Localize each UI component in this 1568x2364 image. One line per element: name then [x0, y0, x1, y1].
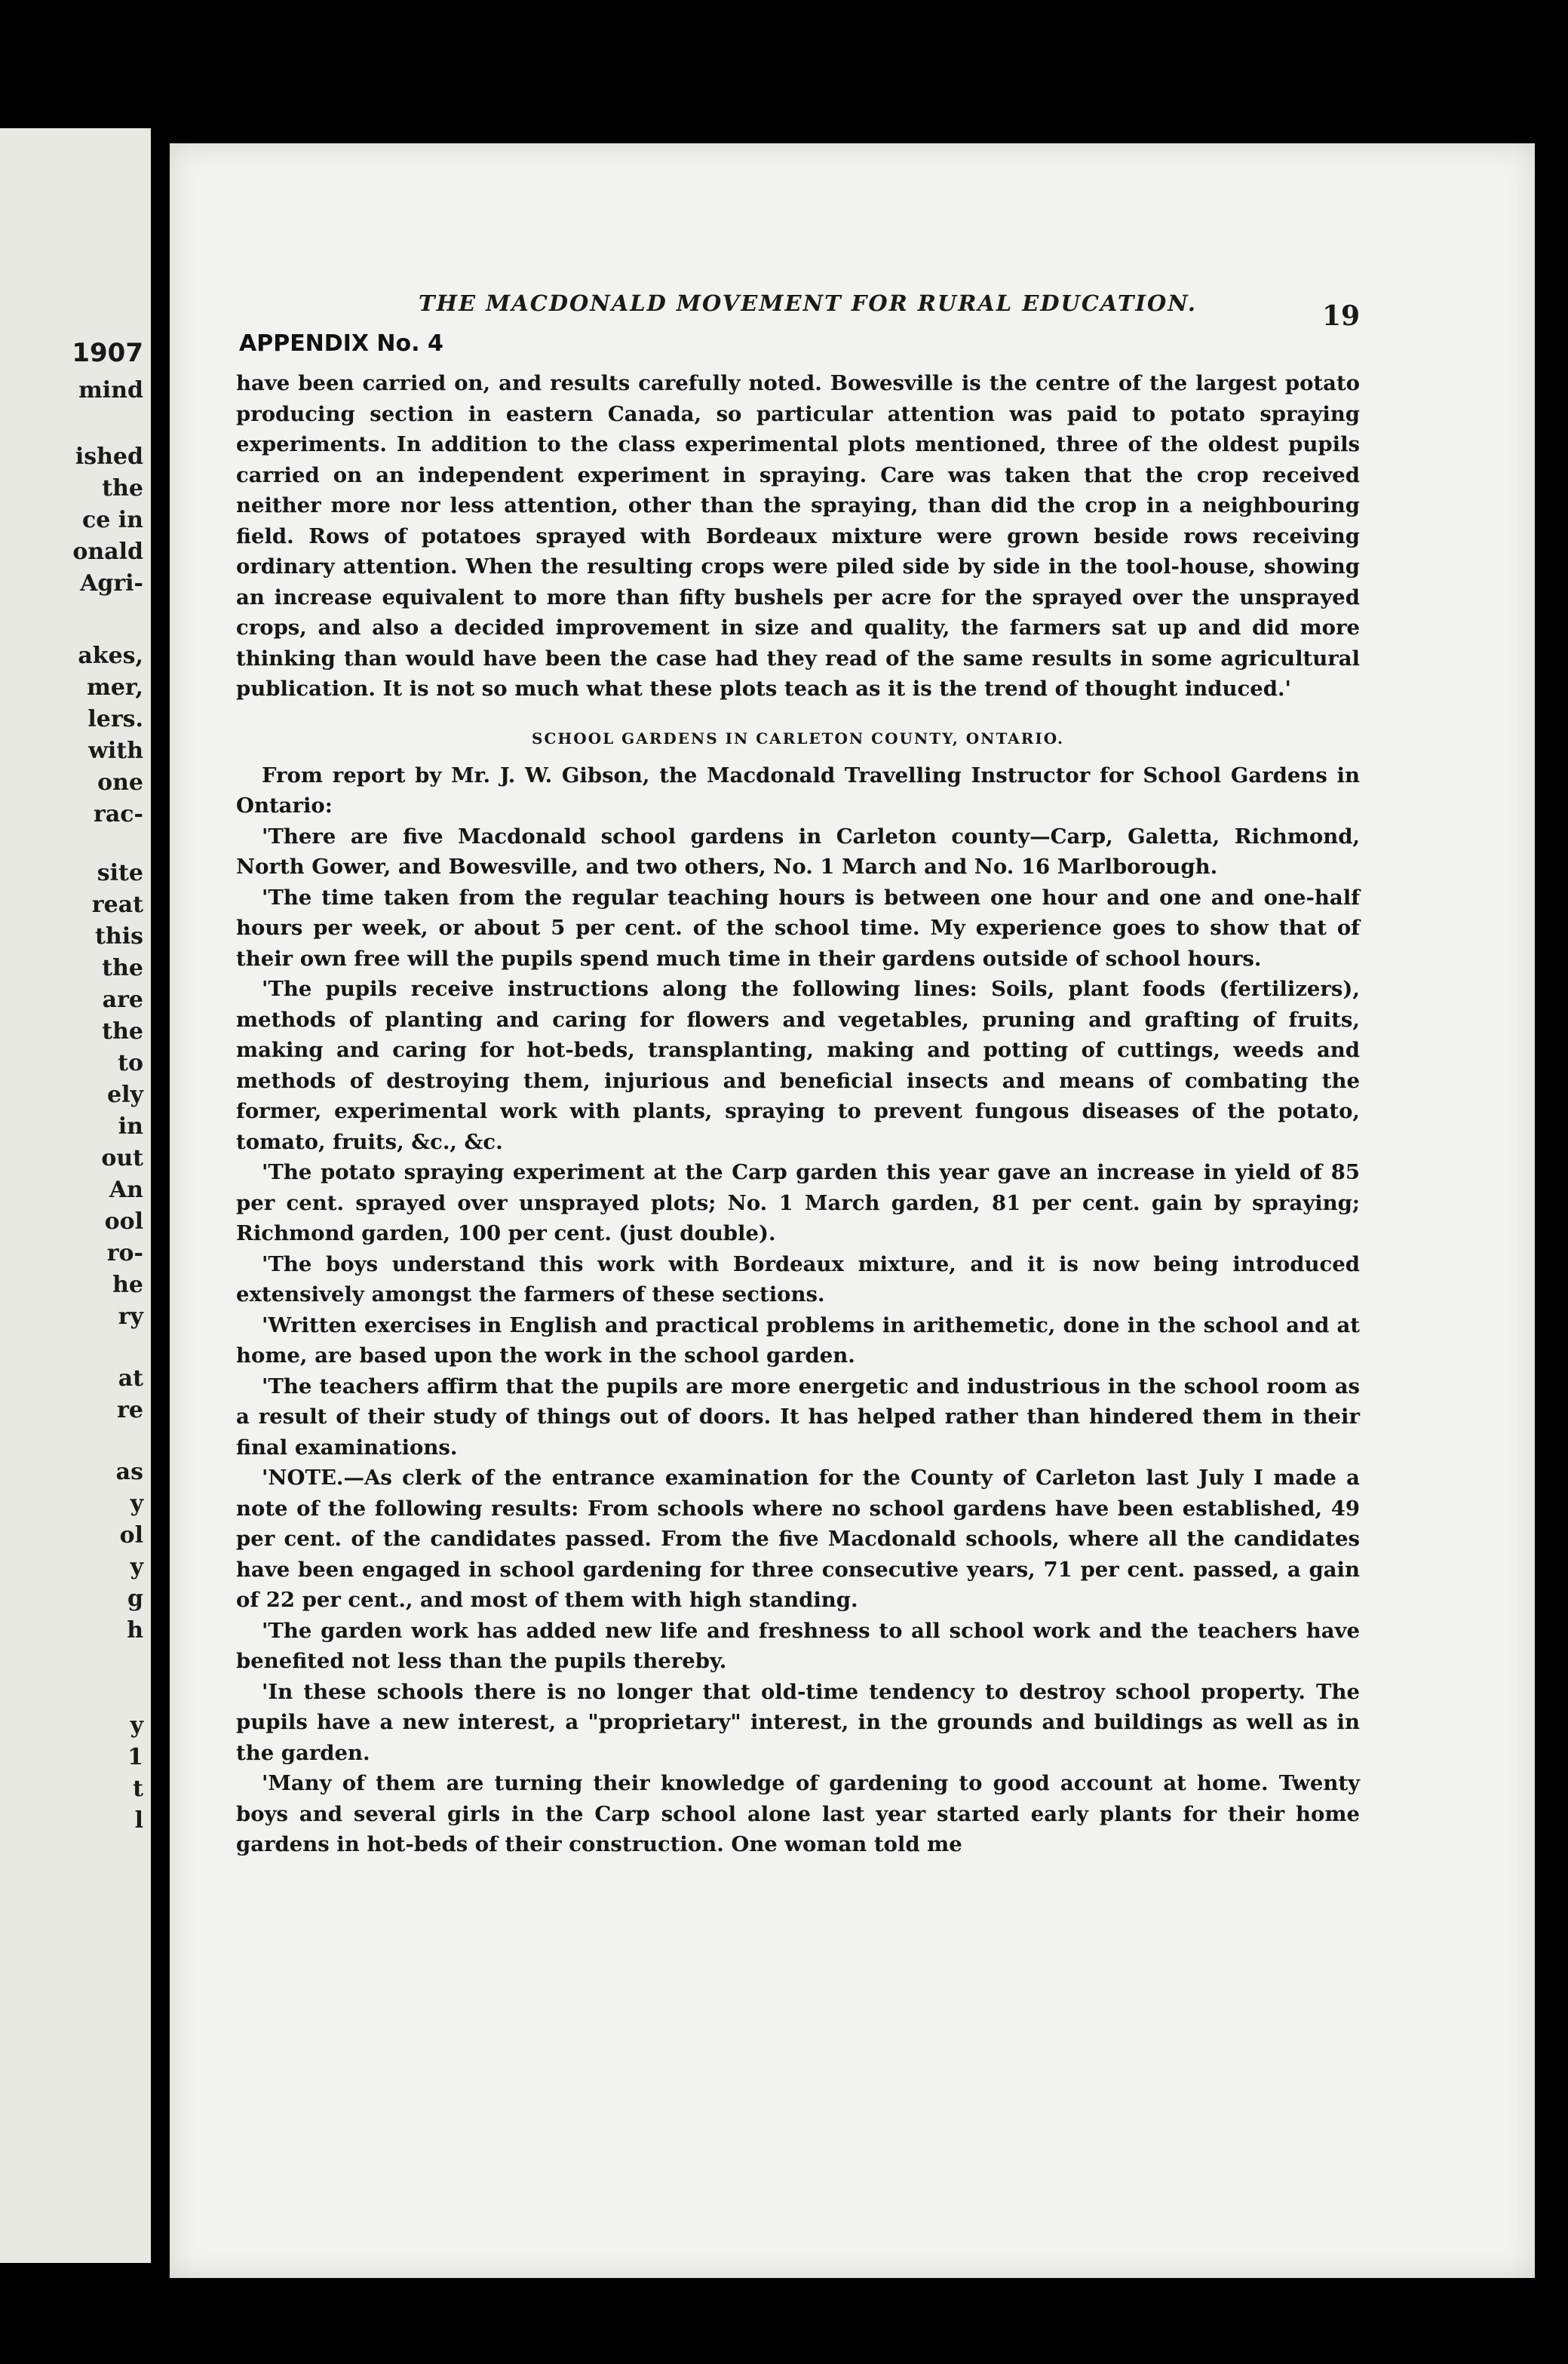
left-page-year: 1907 [72, 338, 143, 368]
paragraph: 'Written exercises in English and practical problems in arithemetic, done in the school and at home, are based upon the work in the school garden. [236, 1312, 1360, 1368]
paragraph: 'There are five Macdonald school gardens in Carleton county—Carp, Galetta, Richmond, North Gower, and Bowesville, and two others, No. 1 March and No. 16 Marlborough. [236, 824, 1360, 879]
paragraph: 'The boys understand this work with Bordeaux mixture, and it is now being introduced extensively amongst the farmers of these sections. [236, 1251, 1360, 1306]
left-fragment: one [97, 769, 143, 796]
left-fragment: t [133, 1776, 143, 1802]
left-fragment: at [118, 1365, 143, 1392]
body-text [236, 368, 1360, 1860]
paragraph: 'In these schools there is no longer that old-time tendency to destroy school property. The pupils have a new interest, a "proprietary" interest, in the grounds and buildings as well as in the garden. [236, 1679, 1360, 1765]
left-fragment: re [117, 1397, 143, 1423]
left-fragment: ol [119, 1522, 143, 1549]
left-fragment: onald [72, 539, 143, 565]
paragraph: 'The garden work has added new life and freshness to all school work and the teachers have benefited not less than the pupils thereby. [236, 1618, 1360, 1673]
left-fragment: are [102, 987, 143, 1013]
left-fragment: mind [78, 377, 143, 404]
left-fragment: he [112, 1272, 143, 1298]
paragraph: 'NOTE.—As clerk of the entrance examination for the County of Carleton last July I made a note of the following results: From schools where no school gardens have been established, 49 per cent. of the candidates passed. From the five Macdonald schools, where all the candidates have been engaged in school gardening for three consecutive years, 71 per cent. passed, a gain of 22 per cent., and most of them with high standing. [236, 1466, 1360, 1612]
left-facing-page [0, 128, 151, 2263]
paragraph: From report by Mr. J. W. Gibson, the Macdonald Travelling Instructor for School Gardens in Ontario: [236, 763, 1360, 818]
left-fragment: l [134, 1807, 143, 1834]
left-fragment: g [127, 1586, 143, 1612]
left-fragment: An [109, 1177, 143, 1203]
left-fragment: the [102, 475, 143, 502]
left-fragment: reat [91, 892, 143, 918]
left-fragment: y [130, 1554, 143, 1580]
left-fragment: this [95, 923, 143, 950]
left-fragment: lers. [87, 706, 143, 732]
paragraph: have been carried on, and results carefully noted. Bowesville is the centre of the largest potato producing section in eastern Canada, so particular attention was paid to potato spraying experiments. In addition to the class experimental plots mentioned, three of the oldest pupils carried on an independent experiment in spraying. Care was taken that the crop received neither more nor less attention, other than the spraying, than did the crop in a neighbouring field. Rows of potatoes sprayed with Bordeaux mixture were grown beside rows receiving ordinary attention. When the resulting crops were piled side by side in the tool-house, showing an increase equivalent to more than fifty bushels per acre for the sprayed over the unsprayed crops, and also a decided improvement in size and quality, the farmers sat up and did more thinking than would have been the case had they read of the same results in some agricultural publication. It is not so much what these plots teach as it is the trend of thought induced.' [236, 371, 1360, 701]
left-fragment: the [102, 1018, 143, 1045]
left-fragment: 1 [127, 1744, 143, 1770]
left-fragment: site [97, 860, 143, 886]
paragraph: 'The time taken from the regular teaching hours is between one hour and one and one-half hours per week, or about 5 per cent. of the school time. My experience goes to show that of their own free will the pupils spend much time in their gardens outside of school hours. [236, 885, 1360, 971]
left-fragment: y [130, 1491, 143, 1517]
left-fragment: y [130, 1712, 143, 1739]
document-page [170, 143, 1535, 2278]
left-fragment: ool [104, 1208, 143, 1235]
left-fragment: akes, [78, 643, 143, 669]
left-fragment: the [102, 955, 143, 981]
paragraph: 'The potato spraying experiment at the Carp garden this year gave an increase in yield of 85 per cent. sprayed over unsprayed plots; No. 1 March garden, 81 per cent. gain by spraying; Richmond garden, 100 per cent. (just double). [236, 1160, 1360, 1245]
left-fragment: mer, [87, 674, 143, 701]
paragraph: 'Many of them are turning their knowledge of gardening to good account at home. Twenty boys and several girls in the Carp school alone last year started early plants for their home gardens in hot-beds of their construction. One woman told me [236, 1771, 1360, 1856]
left-fragment: ro- [106, 1240, 143, 1266]
left-fragment: Agri- [80, 570, 143, 597]
section-heading: SCHOOL GARDENS IN CARLETON COUNTY, ONTARIO. [532, 729, 1064, 748]
appendix-label: APPENDIX No. 4 [239, 330, 443, 357]
left-fragment: to [118, 1050, 143, 1076]
running-head: THE MACDONALD MOVEMENT FOR RURAL EDUCATION. [419, 290, 1197, 316]
left-fragment: ce in [81, 507, 143, 533]
left-fragment: with [88, 738, 143, 764]
paragraph: 'The teachers affirm that the pupils are more energetic and industrious in the school room as a result of their study of things out of doors. It has helped rather than hindered them in their final examinations. [236, 1374, 1360, 1460]
left-fragment: in [118, 1113, 143, 1140]
left-fragment: as [115, 1459, 143, 1485]
left-fragment: ely [107, 1082, 143, 1108]
paragraph: 'The pupils receive instructions along the following lines: Soils, plant foods (fertilizers), methods of planting and caring for flowers and vegetables, pruning and grafting of fruits, making and caring for hot-beds, transplanting, making and potting of cuttings, weeds and methods of destroying them, injurious and beneficial insects and means of combating the former, experimental work with plants, spraying to prevent fungous diseases of the potato, tomato, fruits, &c., &c. [236, 977, 1360, 1154]
left-fragment: ry [118, 1303, 143, 1330]
left-fragment: h [127, 1617, 143, 1644]
page-number: 19 [1322, 300, 1361, 332]
left-fragment: ished [75, 444, 143, 470]
left-fragment: out [101, 1145, 143, 1171]
left-fragment: rac- [94, 801, 143, 827]
